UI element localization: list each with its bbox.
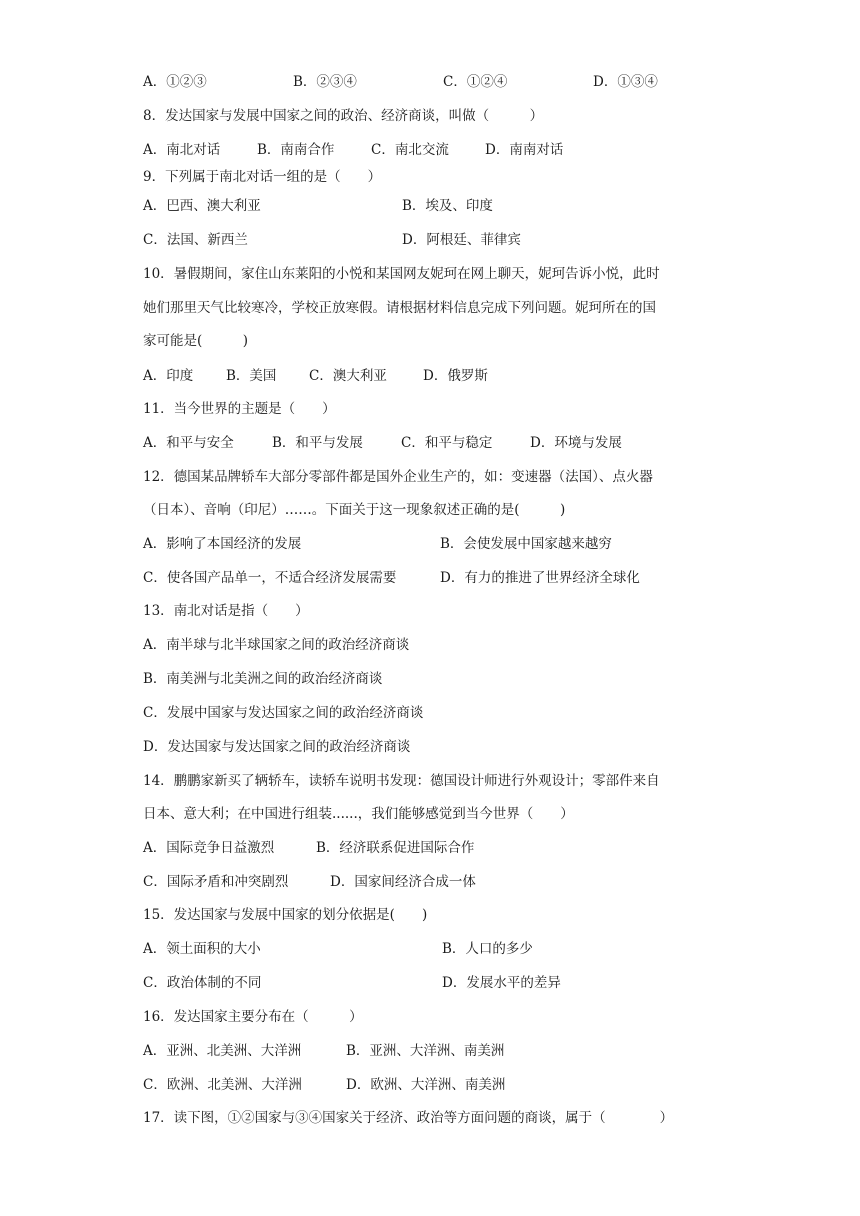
q11-option-c: C．和平与稳定 [401, 435, 493, 451]
q7-option-a: A．①②③ [143, 74, 207, 90]
q15-option-d: D．发展水平的差异 [442, 975, 561, 991]
q8-option-a: A．南北对话 [143, 142, 221, 158]
q17-stem: 17．读下图，①②国家与③④国家关于经济、政治等方面问题的商谈，属于（ ） [143, 1110, 674, 1126]
q14-option-c: C．国际矛盾和冲突剧烈 [143, 874, 289, 890]
q12-stem-line-1: 12．德国某品牌轿车大部分零部件都是国外企业生产的，如：变速器（法国）、点火器 [143, 469, 653, 485]
q12-stem-line-2: （日本）、音响（印尼）……。下面关于这一现象叙述正确的是( ) [143, 502, 566, 518]
q10-stem-line-1: 10．暑假期间，家住山东莱阳的小悦和某国网友妮珂在网上聊天，妮珂告诉小悦，此时 [143, 266, 660, 282]
q10-option-a: A．印度 [143, 368, 194, 384]
q13-option-a: A．南半球与北半球国家之间的政治经济商谈 [143, 637, 410, 653]
q10-option-c: C．澳大利亚 [309, 368, 387, 384]
q16-option-b: B．亚洲、大洋洲、南美洲 [346, 1043, 505, 1059]
q7-option-d: D．①③④ [593, 74, 658, 90]
q10-stem-line-2: 她们那里天气比较寒冷，学校正放寒假。请根据材料信息完成下列问题。妮珂所在的国 [143, 300, 656, 316]
q9-option-c: C．法国、新西兰 [143, 232, 248, 248]
q12-option-b: B．会使发展中国家越来越穷 [440, 536, 612, 552]
q14-option-b: B．经济联系促进国际合作 [316, 840, 475, 856]
q14-stem-line-2: 日本、意大利；在中国进行组装......，我们能够感觉到当今世界（ ） [143, 806, 574, 822]
q16-stem: 16．发达国家主要分布在（ ） [143, 1009, 363, 1025]
q9-option-d: D．阿根廷、菲律宾 [402, 232, 521, 248]
q13-option-d: D．发达国家与发达国家之间的政治经济商谈 [143, 739, 411, 755]
q15-stem: 15．发达国家与发展中国家的划分依据是( ) [143, 907, 428, 923]
q8-option-d: D．南南对话 [485, 142, 564, 158]
q7-option-c: C．①②④ [443, 74, 508, 90]
q13-option-b: B．南美洲与北美洲之间的政治经济商谈 [143, 671, 383, 687]
q11-option-d: D．环境与发展 [530, 435, 622, 451]
q16-option-d: D．欧洲、大洋洲、南美洲 [346, 1077, 506, 1093]
q8-option-c: C．南北交流 [371, 142, 449, 158]
q15-option-b: B．人口的多少 [442, 941, 533, 957]
q14-option-a: A．国际竞争日益激烈 [143, 840, 275, 856]
q9-stem: 9．下列属于南北对话一组的是（ ） [143, 169, 382, 185]
q11-stem: 11．当今世界的主题是（ ） [143, 401, 336, 417]
q14-stem-line-1: 14．鹏鹏家新买了辆轿车，读轿车说明书发现：德国设计师进行外观设计；零部件来自 [143, 773, 660, 789]
q11-option-b: B．和平与发展 [272, 435, 363, 451]
q13-stem: 13．南北对话是指（ ） [143, 603, 309, 619]
q15-option-a: A．领土面积的大小 [143, 941, 261, 957]
q15-option-c: C．政治体制的不同 [143, 975, 262, 991]
q11-option-a: A．和平与安全 [143, 435, 234, 451]
q10-option-b: B．美国 [226, 368, 277, 384]
q8-stem: 8．发达国家与发展中国家之间的政治、经济商谈，叫做（ ） [143, 108, 544, 124]
q9-option-a: A．巴西、澳大利亚 [143, 198, 261, 214]
q12-option-c: C．使各国产品单一，不适合经济发展需要 [143, 570, 397, 586]
q9-option-b: B．埃及、印度 [402, 198, 493, 214]
q10-option-d: D．俄罗斯 [423, 368, 488, 384]
q16-option-c: C．欧洲、北美洲、大洋洲 [143, 1077, 302, 1093]
q14-option-d: D．国家间经济合成一体 [330, 874, 476, 890]
q8-option-b: B．南南合作 [257, 142, 335, 158]
q12-option-a: A．影响了本国经济的发展 [143, 536, 302, 552]
q16-option-a: A．亚洲、北美洲、大洋洲 [143, 1043, 302, 1059]
q12-option-d: D．有力的推进了世界经济全球化 [440, 570, 640, 586]
q10-stem-line-3: 家可能是( ) [143, 333, 249, 349]
q7-option-b: B．②③④ [293, 74, 357, 90]
q13-option-c: C．发展中国家与发达国家之间的政治经济商谈 [143, 705, 424, 721]
